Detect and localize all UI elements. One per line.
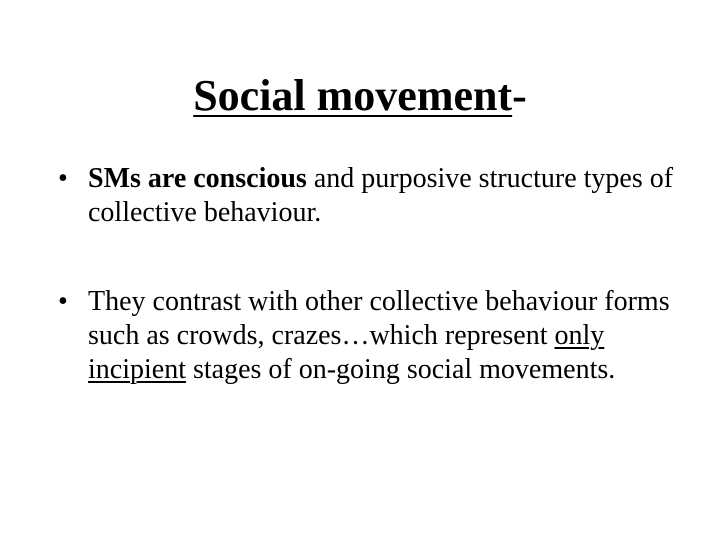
bullet-item-1 — [58, 162, 678, 230]
bullet-2-text-after: stages of on-going social movements. — [185, 354, 616, 385]
bullet-icon: • — [58, 286, 68, 317]
bullet-item-2 — [58, 285, 678, 387]
bullet-2-underlined-text: only incipient — [88, 320, 605, 385]
slide-title-text: Social movement — [193, 71, 513, 120]
bullet-1-bold-text: SMs are conscious — [88, 163, 307, 194]
bullet-icon: • — [58, 163, 68, 194]
bullet-1-text: and purposive structure types of collective behaviour. — [88, 163, 674, 228]
bullet-2-text-before: They contrast with other collective behaviour forms such as crowds, crazes…which represent — [88, 286, 670, 351]
bullet-list — [58, 162, 678, 387]
slide-title-suffix: - — [512, 71, 527, 120]
slide-title — [0, 68, 720, 124]
